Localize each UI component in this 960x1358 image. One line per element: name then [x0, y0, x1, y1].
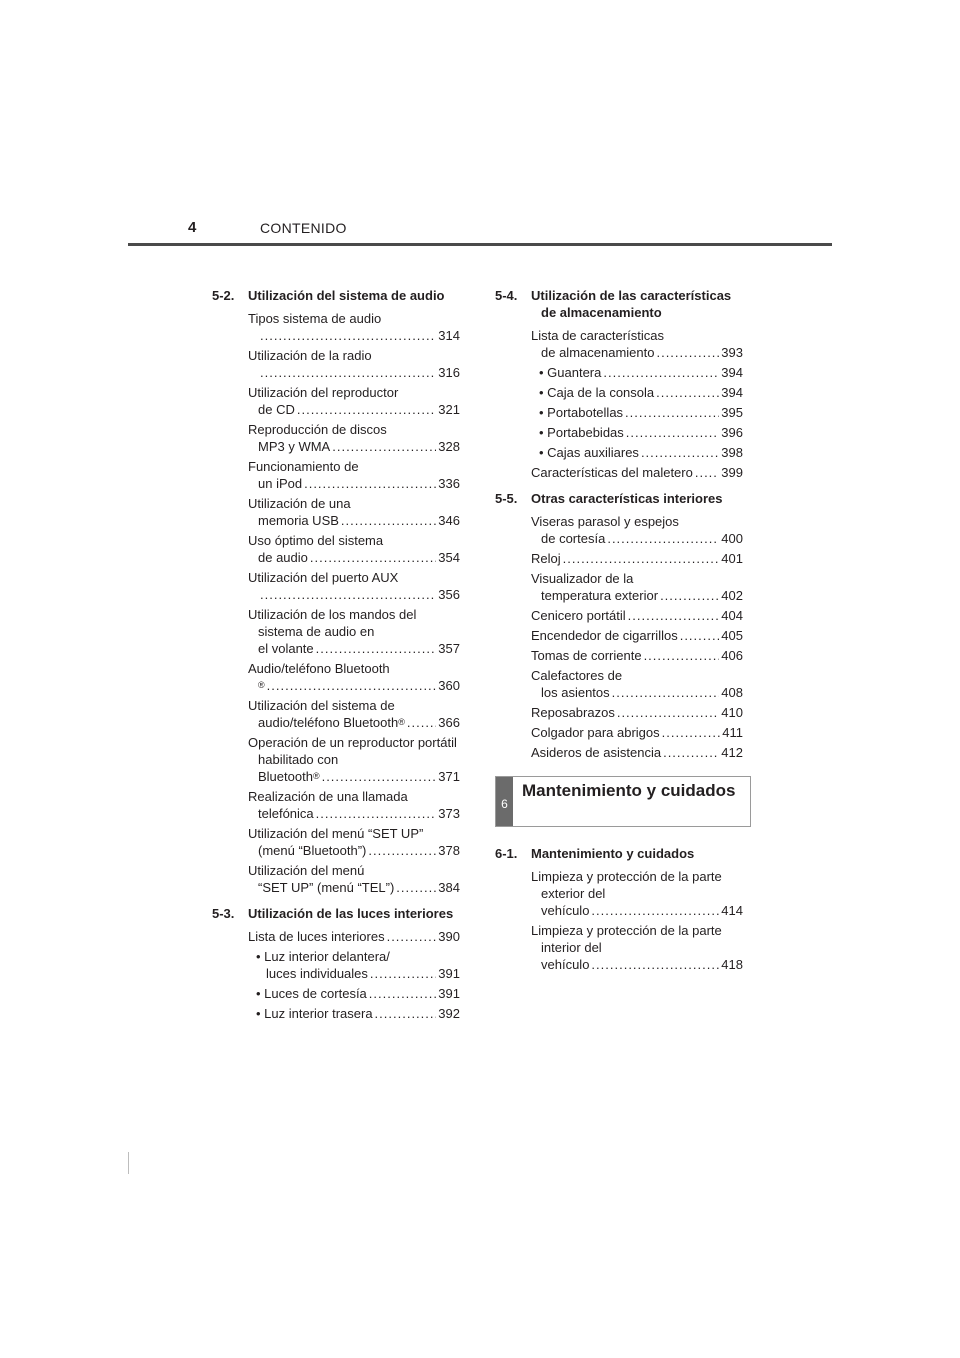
page-ref: 405 [721, 628, 743, 643]
dot-leader [695, 464, 719, 481]
page-header [128, 216, 832, 248]
toc-entry [531, 868, 743, 919]
toc-entry [531, 607, 743, 624]
entry-text: de CD [258, 402, 295, 417]
entry-text: Cenicero portátil [531, 608, 626, 623]
toc-entry [531, 550, 743, 567]
page-ref: 399 [721, 465, 743, 480]
entry-line [531, 647, 743, 664]
page-number: 4 [188, 219, 197, 236]
toc-entry [248, 788, 460, 822]
section-number: 5-4. [495, 288, 518, 303]
entry-line [539, 444, 743, 461]
entry-text: audio/teléfono Bluetooth [258, 715, 399, 730]
entry-line [248, 401, 460, 418]
page-ref: 390 [438, 929, 460, 944]
section-title: Utilización de las características de almacenamiento [531, 288, 732, 320]
entry-text: • Portabotellas [539, 405, 624, 420]
entry-text: Tomas de corriente [531, 648, 642, 663]
section-heading [212, 287, 460, 304]
entry-line [248, 586, 460, 603]
toc-entry [539, 364, 743, 381]
entry-text: de cortesía [541, 531, 606, 546]
section-heading [212, 905, 460, 922]
entry-text: • Luz interior trasera [256, 1006, 373, 1021]
toc-entry [531, 922, 743, 973]
entry-line [539, 384, 743, 401]
page-ref: 393 [721, 345, 743, 360]
dot-leader [617, 704, 719, 721]
entry-line [539, 364, 743, 381]
toc-entry [531, 647, 743, 664]
dot-leader [660, 587, 719, 604]
entry-line [248, 475, 460, 492]
toc-entry [248, 421, 460, 455]
toc-entry [531, 327, 743, 361]
dot-leader [260, 364, 436, 381]
entry-text: Colgador para abrigos [531, 725, 660, 740]
entry-title: Audio/teléfono Bluetooth [248, 661, 390, 676]
dot-leader [316, 640, 437, 657]
toc-entry [248, 862, 460, 896]
section-heading [495, 287, 743, 321]
toc-entry [248, 606, 460, 657]
entry-text: Lista de luces interiores [248, 929, 385, 944]
toc-entry [531, 744, 743, 761]
entry-line [248, 549, 460, 566]
toc-entry [539, 424, 743, 441]
entry-text: Encendedor de cigarrillos [531, 628, 678, 643]
dot-leader [680, 627, 720, 644]
entry-line [531, 744, 743, 761]
entry-title: Utilización de una [248, 496, 351, 511]
entry-line [248, 768, 460, 785]
dot-leader [563, 550, 720, 567]
entry-line [248, 327, 460, 344]
dot-leader [370, 965, 436, 982]
page-ref: 366 [438, 715, 460, 730]
entry-line [531, 684, 743, 701]
dot-leader [656, 384, 719, 401]
entry-text: • Caja de la consola [539, 385, 655, 400]
entry-title: Realización de una llamada [248, 789, 408, 804]
page-ref: 412 [721, 745, 743, 760]
toc-entry [531, 627, 743, 644]
chapter-tab: 6 [496, 777, 513, 826]
toc-entry [531, 513, 743, 547]
entry-text: vehículo [541, 903, 590, 918]
dot-leader [591, 956, 719, 973]
entry-title: Utilización del puerto AUX [248, 570, 399, 585]
dot-leader [407, 714, 436, 731]
entry-line [531, 344, 743, 361]
toc-entry [531, 464, 743, 481]
entry-line [531, 956, 743, 973]
dot-leader [375, 1005, 437, 1022]
toc-entry [256, 1005, 460, 1022]
page-ref: 360 [438, 678, 460, 693]
dot-leader [663, 744, 719, 761]
entry-text: “SET UP” (menú “TEL”) [258, 880, 395, 895]
toc-entry [531, 570, 743, 604]
entry-title: Uso óptimo del sistema [248, 533, 384, 548]
dot-leader [260, 586, 436, 603]
page-ref: 401 [721, 551, 743, 566]
entry-title: Limpieza y protección de la parte exterior del [531, 869, 722, 901]
entry-line [531, 587, 743, 604]
dot-leader [641, 444, 719, 461]
chapter-heading-box [495, 776, 751, 827]
entry-line [531, 724, 743, 741]
section-number: 5-2. [212, 288, 235, 303]
toc-entry [531, 724, 743, 741]
toc-entry [248, 569, 460, 603]
entry-text: Características del maletero [531, 465, 693, 480]
entry-text: el volante [258, 641, 314, 656]
entry-line [256, 985, 460, 1002]
page-ref: 321 [438, 402, 460, 417]
dot-leader [662, 724, 721, 741]
entry-title: Funcionamiento de [248, 459, 359, 474]
toc-entry [248, 384, 460, 418]
dot-leader [297, 401, 436, 418]
toc-entry [248, 495, 460, 529]
page-ref: 378 [438, 843, 460, 858]
entry-title: Utilización de la radio [248, 348, 372, 363]
entry-line [531, 530, 743, 547]
dot-leader [341, 512, 436, 529]
dot-leader [304, 475, 436, 492]
crop-mark [128, 1152, 129, 1174]
entry-title: Utilización del menú [248, 863, 365, 878]
entry-text: Asideros de asistencia [531, 745, 662, 760]
entry-line [531, 627, 743, 644]
dot-leader [607, 530, 719, 547]
entry-text: de audio [258, 550, 308, 565]
page-ref: 402 [721, 588, 743, 603]
entry-title: Utilización del reproductor [248, 385, 399, 400]
entry-line [248, 928, 460, 945]
page-ref: 418 [721, 957, 743, 972]
entry-text: los asientos [541, 685, 610, 700]
toc-entry [531, 667, 743, 701]
page-ref: 336 [438, 476, 460, 491]
chapter-title: Mantenimiento y cuidados [522, 781, 736, 800]
toc-entry [248, 347, 460, 381]
entry-text: Reloj [531, 551, 561, 566]
entry-title: Utilización del menú “SET UP” [248, 826, 424, 841]
section-number: 6-1. [495, 846, 518, 861]
toc-entry [248, 928, 460, 945]
entry-line [248, 512, 460, 529]
entry-line [248, 364, 460, 381]
entry-line [248, 879, 460, 896]
entry-text: Bluetooth [258, 769, 313, 784]
page-ref: 408 [721, 685, 743, 700]
page-ref: 371 [438, 769, 460, 784]
dot-leader [387, 928, 437, 945]
entry-title: Utilización de los mandos del sistema de audio en [248, 607, 417, 639]
dot-leader [626, 424, 720, 441]
page-ref: 410 [721, 705, 743, 720]
entry-title: Lista de características [531, 328, 664, 343]
entry-line [531, 550, 743, 567]
entry-text: MP3 y WMA [258, 439, 331, 454]
entry-text: • Guantera [539, 365, 602, 380]
entry-text: Reposabrazos [531, 705, 615, 720]
entry-title: Viseras parasol y espejos [531, 514, 679, 529]
page-ref: 398 [721, 445, 743, 460]
entry-line [248, 640, 460, 657]
dot-leader [332, 438, 436, 455]
page-ref: 357 [438, 641, 460, 656]
toc-entry [248, 458, 460, 492]
toc-column-left [212, 287, 460, 1025]
registered-mark: ® [312, 771, 320, 781]
entry-title: Visualizador de la [531, 571, 634, 586]
page-ref: 394 [721, 365, 743, 380]
header-title: CONTENIDO [260, 220, 347, 236]
page-ref: 400 [721, 531, 743, 546]
page-ref: 392 [438, 1006, 460, 1021]
dot-leader [316, 805, 437, 822]
entry-title: Limpieza y protección de la parte interior del [531, 923, 722, 955]
entry-text: temperatura exterior [541, 588, 659, 603]
page-ref: 314 [438, 328, 460, 343]
page-ref: 396 [721, 425, 743, 440]
toc-entry [248, 825, 460, 859]
page-ref: 384 [438, 880, 460, 895]
entry-line [539, 404, 743, 421]
entry-title: Utilización del sistema de [248, 698, 395, 713]
entry-line [256, 1005, 460, 1022]
header-rule [128, 243, 832, 246]
dot-leader [603, 364, 719, 381]
entry-text: • Luces de cortesía [256, 986, 367, 1001]
entry-line [531, 902, 743, 919]
toc-entry [248, 697, 460, 731]
entry-text: luces individuales [266, 966, 368, 981]
section-title: Utilización del sistema de audio [248, 288, 445, 303]
page-ref: 373 [438, 806, 460, 821]
entry-title: Reproducción de discos [248, 422, 387, 437]
toc-column-right [495, 287, 743, 764]
dot-leader [612, 684, 720, 701]
entry-text: vehículo [541, 957, 590, 972]
entry-line [248, 842, 460, 859]
entry-line [539, 424, 743, 441]
entry-text: de almacenamiento [541, 345, 655, 360]
page-ref: 346 [438, 513, 460, 528]
dot-leader [369, 985, 437, 1002]
toc-entry [256, 948, 460, 982]
page-ref: 356 [438, 587, 460, 602]
page-ref: 316 [438, 365, 460, 380]
dot-leader [625, 404, 719, 421]
page-ref: 404 [721, 608, 743, 623]
entry-line [248, 677, 460, 694]
page-ref: 395 [721, 405, 743, 420]
section-number: 5-3. [212, 906, 235, 921]
toc-entry [248, 310, 460, 344]
dot-leader [322, 768, 437, 785]
entry-line [531, 607, 743, 624]
entry-title: • Luz interior delantera/ [256, 949, 390, 964]
page-ref: 394 [721, 385, 743, 400]
dot-leader [267, 677, 437, 694]
entry-text: (menú “Bluetooth”) [258, 843, 367, 858]
entry-text: memoria USB [258, 513, 339, 528]
entry-title: Operación de un reproductor portátil habilitado con [248, 735, 457, 767]
section-number: 5-5. [495, 491, 518, 506]
dot-leader [656, 344, 719, 361]
toc-entry [248, 734, 460, 785]
toc-entry [256, 985, 460, 1002]
toc-entry [531, 704, 743, 721]
section-title: Utilización de las luces interiores [248, 906, 454, 921]
toc-entry [248, 532, 460, 566]
toc-entry [539, 404, 743, 421]
entry-line [248, 438, 460, 455]
entry-line [531, 464, 743, 481]
toc-entry [539, 444, 743, 461]
entry-line [531, 704, 743, 721]
entry-text: • Portabebidas [539, 425, 624, 440]
entry-title: Tipos sistema de audio [248, 311, 382, 326]
toc-chapter-sections [495, 845, 743, 976]
page-ref: 391 [438, 966, 460, 981]
section-title: Mantenimiento y cuidados [531, 846, 695, 861]
entry-text: un iPod [258, 476, 303, 491]
registered-mark: ® [258, 680, 265, 690]
page-ref: 391 [438, 986, 460, 1001]
registered-mark: ® [398, 717, 405, 727]
entry-text: • Cajas auxiliares [539, 445, 639, 460]
dot-leader [644, 647, 720, 664]
dot-leader [310, 549, 436, 566]
dot-leader [396, 879, 436, 896]
entry-line [248, 805, 460, 822]
page-ref: 414 [721, 903, 743, 918]
entry-line [256, 965, 460, 982]
toc-entry [248, 660, 460, 694]
page-ref: 406 [721, 648, 743, 663]
page-ref: 411 [722, 725, 743, 740]
dot-leader [260, 327, 436, 344]
toc-entry [539, 384, 743, 401]
page-ref: 328 [438, 439, 460, 454]
entry-line [248, 714, 460, 731]
section-title: Otras características interiores [531, 491, 723, 506]
entry-title: Calefactores de [531, 668, 623, 683]
page-ref: 354 [438, 550, 460, 565]
dot-leader [591, 902, 719, 919]
dot-leader [368, 842, 436, 859]
section-heading [495, 845, 743, 862]
dot-leader [628, 607, 720, 624]
entry-text: telefónica [258, 806, 314, 821]
section-heading [495, 490, 743, 507]
